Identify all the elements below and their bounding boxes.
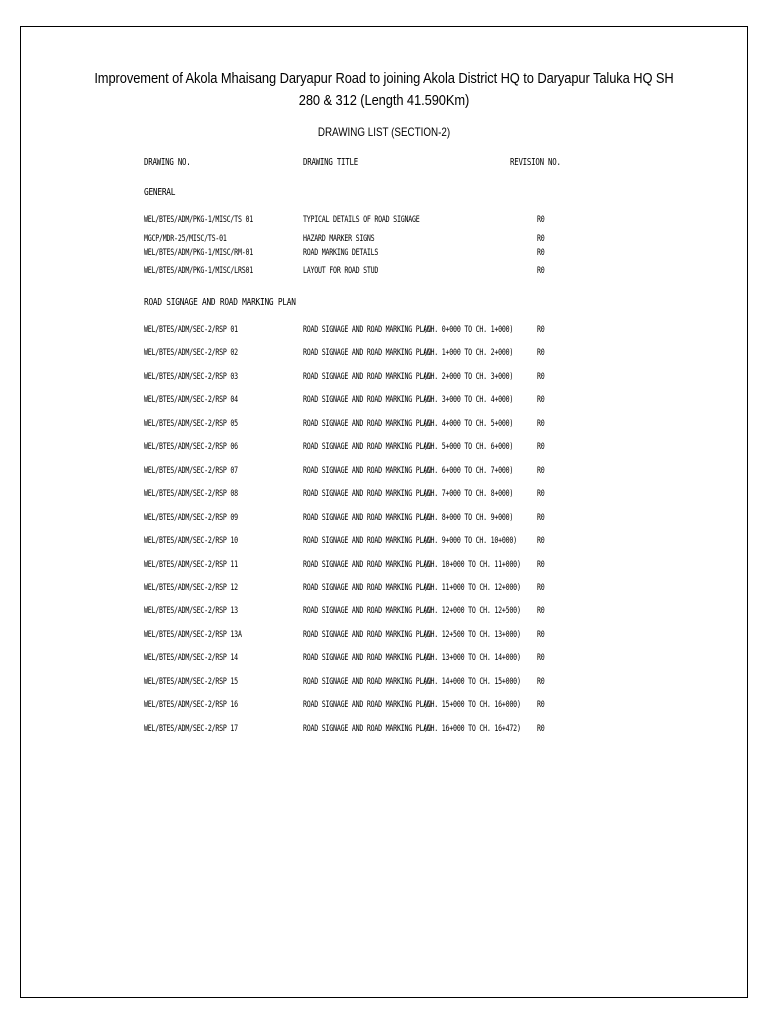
- drawing-number: WEL/BTES/ADM/SEC-2/RSP 06: [144, 442, 238, 452]
- drawing-title: ROAD SIGNAGE AND ROAD MARKING PLAN: [303, 653, 431, 663]
- drawing-number: WEL/BTES/ADM/SEC-2/RSP 16: [144, 700, 238, 710]
- revision-number: R0: [537, 630, 545, 640]
- revision-number: R0: [537, 442, 545, 452]
- drawing-title: ROAD SIGNAGE AND ROAD MARKING PLAN: [303, 606, 431, 616]
- drawing-chainage: (CH. 12+500 TO CH. 13+000): [423, 630, 521, 640]
- drawing-title: ROAD SIGNAGE AND ROAD MARKING PLAN: [303, 583, 431, 593]
- revision-number: R0: [537, 536, 545, 546]
- drawing-title: ROAD SIGNAGE AND ROAD MARKING PLAN: [303, 700, 431, 710]
- drawing-chainage: (CH. 3+000 TO CH. 4+000): [423, 395, 514, 405]
- drawing-chainage: (CH. 6+000 TO CH. 7+000): [423, 466, 514, 476]
- drawing-title: ROAD SIGNAGE AND ROAD MARKING PLAN: [303, 489, 431, 499]
- section-heading: GENERAL: [144, 187, 176, 198]
- revision-number: R0: [537, 466, 545, 476]
- revision-number: R0: [537, 248, 545, 258]
- drawing-title: ROAD SIGNAGE AND ROAD MARKING PLAN: [303, 466, 431, 476]
- document-title: Improvement of Akola Mhaisang Daryapur Road to joining Akola District HQ to Daryapur Taluka HQ SH 280 & 312 (Length 41.590Km): [94, 70, 674, 109]
- column-header-revision-no: REVISION NO.: [510, 157, 561, 168]
- revision-number: R0: [537, 724, 545, 734]
- drawing-title: ROAD SIGNAGE AND ROAD MARKING PLAN: [303, 536, 431, 546]
- drawing-chainage: (CH. 7+000 TO CH. 8+000): [423, 489, 514, 499]
- drawing-number: MGCP/MDR-25/MISC/TS-01: [144, 234, 227, 244]
- drawing-number: WEL/BTES/ADM/SEC-2/RSP 13A: [144, 630, 242, 640]
- drawing-title: HAZARD MARKER SIGNS: [303, 234, 375, 244]
- column-header-drawing-no: DRAWING NO.: [144, 157, 191, 168]
- drawing-title: ROAD SIGNAGE AND ROAD MARKING PLAN: [303, 677, 431, 687]
- drawing-title: ROAD SIGNAGE AND ROAD MARKING PLAN: [303, 724, 431, 734]
- drawing-chainage: (CH. 10+000 TO CH. 11+000): [423, 560, 521, 570]
- drawing-number: WEL/BTES/ADM/SEC-2/RSP 08: [144, 489, 238, 499]
- drawing-number: WEL/BTES/ADM/SEC-2/RSP 01: [144, 325, 238, 335]
- drawing-title: TYPICAL DETAILS OF ROAD SIGNAGE: [303, 215, 420, 225]
- revision-number: R0: [537, 419, 545, 429]
- revision-number: R0: [537, 677, 545, 687]
- drawing-title: ROAD SIGNAGE AND ROAD MARKING PLAN: [303, 513, 431, 523]
- revision-number: R0: [537, 234, 545, 244]
- drawing-chainage: (CH. 1+000 TO CH. 2+000): [423, 348, 514, 358]
- drawing-title: ROAD SIGNAGE AND ROAD MARKING PLAN: [303, 560, 431, 570]
- revision-number: R0: [537, 513, 545, 523]
- drawing-number: WEL/BTES/ADM/SEC-2/RSP 03: [144, 372, 238, 382]
- drawing-chainage: (CH. 13+000 TO CH. 14+000): [423, 653, 521, 663]
- drawing-number: WEL/BTES/ADM/PKG-1/MISC/RM-01: [144, 248, 253, 258]
- drawing-title: ROAD SIGNAGE AND ROAD MARKING PLAN: [303, 348, 431, 358]
- revision-number: R0: [537, 325, 545, 335]
- drawing-title: ROAD SIGNAGE AND ROAD MARKING PLAN: [303, 630, 431, 640]
- drawing-chainage: (CH. 15+000 TO CH. 16+000): [423, 700, 521, 710]
- drawing-title: ROAD SIGNAGE AND ROAD MARKING PLAN: [303, 395, 431, 405]
- drawing-number: WEL/BTES/ADM/PKG-1/MISC/LRS01: [144, 266, 253, 276]
- section-heading: ROAD SIGNAGE AND ROAD MARKING PLAN: [144, 297, 296, 308]
- revision-number: R0: [537, 489, 545, 499]
- drawing-number: WEL/BTES/ADM/SEC-2/RSP 09: [144, 513, 238, 523]
- drawing-title: ROAD SIGNAGE AND ROAD MARKING PLAN: [303, 325, 431, 335]
- drawing-title: ROAD SIGNAGE AND ROAD MARKING PLAN: [303, 442, 431, 452]
- drawing-list-heading: DRAWING LIST (SECTION-2): [317, 125, 451, 139]
- drawing-title: ROAD MARKING DETAILS: [303, 248, 379, 258]
- drawing-number: WEL/BTES/ADM/SEC-2/RSP 07: [144, 466, 238, 476]
- revision-number: R0: [537, 700, 545, 710]
- drawing-chainage: (CH. 5+000 TO CH. 6+000): [423, 442, 514, 452]
- drawing-chainage: (CH. 0+000 TO CH. 1+000): [423, 325, 514, 335]
- revision-number: R0: [537, 583, 545, 593]
- drawing-chainage: (CH. 16+000 TO CH. 16+472): [423, 724, 521, 734]
- drawing-chainage: (CH. 4+000 TO CH. 5+000): [423, 419, 514, 429]
- drawing-number: WEL/BTES/ADM/SEC-2/RSP 10: [144, 536, 238, 546]
- drawing-chainage: (CH. 14+000 TO CH. 15+000): [423, 677, 521, 687]
- drawing-chainage: (CH. 2+000 TO CH. 3+000): [423, 372, 514, 382]
- sheet-border: [20, 26, 748, 998]
- column-header-drawing-title: DRAWING TITLE: [303, 157, 358, 168]
- drawing-chainage: (CH. 9+000 TO CH. 10+000): [423, 536, 517, 546]
- drawing-title: LAYOUT FOR ROAD STUD: [303, 266, 379, 276]
- drawing-number: WEL/BTES/ADM/SEC-2/RSP 12: [144, 583, 238, 593]
- revision-number: R0: [537, 372, 545, 382]
- drawing-number: WEL/BTES/ADM/SEC-2/RSP 11: [144, 560, 238, 570]
- drawing-number: WEL/BTES/ADM/SEC-2/RSP 04: [144, 395, 238, 405]
- drawing-title: ROAD SIGNAGE AND ROAD MARKING PLAN: [303, 419, 431, 429]
- revision-number: R0: [537, 215, 545, 225]
- revision-number: R0: [537, 653, 545, 663]
- drawing-number: WEL/BTES/ADM/SEC-2/RSP 17: [144, 724, 238, 734]
- revision-number: R0: [537, 606, 545, 616]
- revision-number: R0: [537, 348, 545, 358]
- drawing-number: WEL/BTES/ADM/SEC-2/RSP 02: [144, 348, 238, 358]
- revision-number: R0: [537, 395, 545, 405]
- drawing-title: ROAD SIGNAGE AND ROAD MARKING PLAN: [303, 372, 431, 382]
- drawing-chainage: (CH. 8+000 TO CH. 9+000): [423, 513, 514, 523]
- revision-number: R0: [537, 560, 545, 570]
- revision-number: R0: [537, 266, 545, 276]
- drawing-chainage: (CH. 12+000 TO CH. 12+500): [423, 606, 521, 616]
- drawing-chainage: (CH. 11+000 TO CH. 12+000): [423, 583, 521, 593]
- drawing-number: WEL/BTES/ADM/SEC-2/RSP 05: [144, 419, 238, 429]
- drawing-number: WEL/BTES/ADM/PKG-1/MISC/TS 01: [144, 215, 253, 225]
- drawing-number: WEL/BTES/ADM/SEC-2/RSP 13: [144, 606, 238, 616]
- drawing-number: WEL/BTES/ADM/SEC-2/RSP 15: [144, 677, 238, 687]
- drawing-number: WEL/BTES/ADM/SEC-2/RSP 14: [144, 653, 238, 663]
